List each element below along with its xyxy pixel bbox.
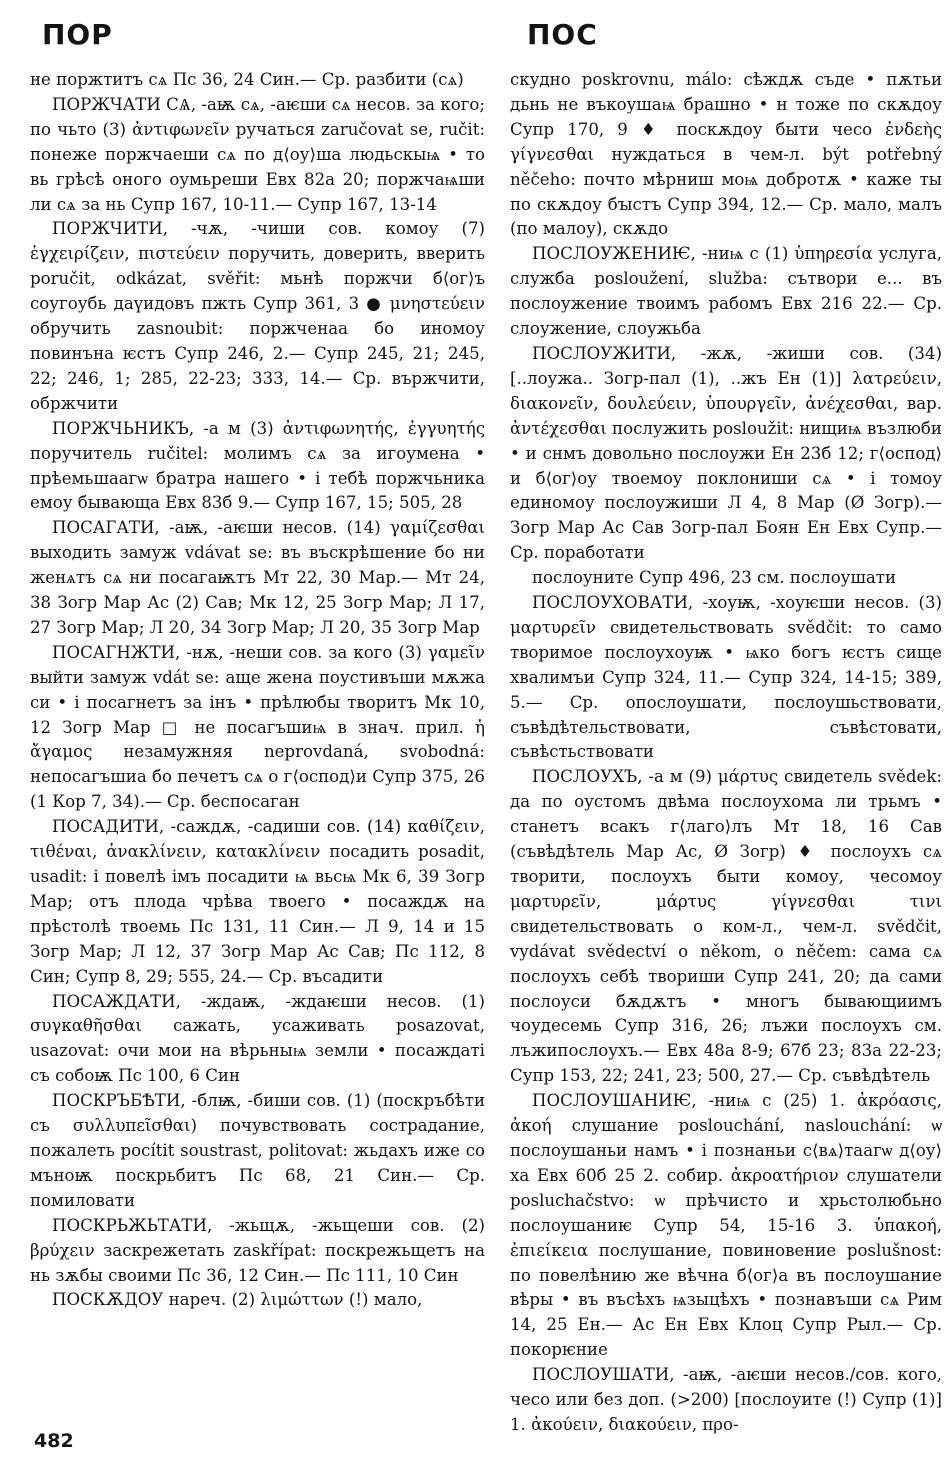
dictionary-entry: ПОСАДИТИ, -саждѫ, -садиши сов. (14) καθίζειν, τιθέναι, ἀνακλίνειν, κατακλίνειν посадить posadit, usadit: і повелѣ імъ посадити ѩ вьсѩ Мк 6, 39 Зогр Мар; отъ плода чрѣва твоего • посаждѫ на прѣстолѣ твоемь Пс 131, 11 Син.— Л 9, 14 и 15 Зогр Мар; Л 12, 37 Зогр Мар Ас Сав; Пс 112, 8 Син; Супр 8, 29; 555, 24.— Ср. въсадити: [30, 817, 485, 986]
right-guide-word: ПОС: [527, 18, 598, 51]
dictionary-entry: ПОРЖЧЬНИКЪ, -а м (3) ἀντιφωνητής, ἐγγυητής поручитель ručitel: молимъ сѧ за игоумена • прѣемьшаагѡ братра нашего • і тебѣ поржчьника емоу бывающа Евх 83б 9.— Супр 167, 15; 505, 28: [30, 418, 485, 513]
dictionary-entry: ПОРЖЧИТИ, -чѫ, -чиши сов. комоу (7) ἐγχειρίζειν, πιστεύειν поручить, доверить, вверить poručit, odkázat, svěřit: мьнѣ поржчи б⟨ог⟩ъ соугоубь даүидовъ пжть Супр 361, 3 ● μνηστεύειν обручить zasnoubit: поржченаа бо иномоу повинъна ѥстъ Супр 246, 2.— Супр 245, 21; 245, 22; 246, 1; 285, 22-23; 333, 14.— Ср. вържчити, обржчити: [30, 219, 485, 413]
page-header: [0, 18, 950, 58]
dictionary-entry: ПОСЛОУЖИТИ, -жѫ, -жиши сов. (34) [..лоужа.. Зогр-пал (1), ..жъ Ен (1)] λατρεύειν, διακονεῖν, δουλεύειν, ὑπουργεῖν, ἀνέχεσθαι, вар. ἀντέχεσθαι послужить posloužit: нищиѩ възлюби • и снмъ довольно послоужи Ен 23б 12; г⟨оспод⟩и б⟨ог⟩оу твоемоу поклониши сѧ • і томоу единомоу послоужиши Л 4, 8 Мар (Ø Зогр).— Зогр Мар Ас Сав Зогр-пал Боян Ен Евх Супр.— Ср. поработати: [510, 343, 942, 563]
dictionary-entry: скудно poskrovnu, málo: сѣждѫ съде • пѫтьи дьнь не въкоушаѩ брашно • н тоже по скѫдоу Супр 170, 9 ♦ поскѫдоу быти чесо ἐνδεὴς γίγνεσθαι нуждаться в чем-л. být potřebný něčeho: почто мѣрниш моѩ добротѫ • каже ты по скѫдоу бꙑстъ Супр 394, 12.— Ср. мало, малъ (по малоу), скѫдо: [510, 70, 942, 239]
left-column: [30, 68, 485, 1313]
dictionary-entry: ПОСЛОУЖЕНИѤ, -ниѩ с (1) ὑπηρεσία услуга, служба posloužení, služba: сътвори е... въ послоужение твоимъ рабомъ Евх 216 22.— Ср. слоужение, слоужьба: [510, 244, 942, 339]
dictionary-entry: не поржтитъ сѧ Пс 36, 24 Син.— Ср. разбити (сѧ): [30, 70, 464, 89]
dictionary-entry: ПОРЖЧАТИ СѦ, -аѭ сѧ, -аѥши сѧ несов. за кого; по чьто (3) ἀντιφωνεῖν ручаться zaručovat se, ručit: понеже поржчаеши сѧ по д⟨оу⟩ша людьскыѩ • то вь грѣсѣ оного оумьреши Евх 82а 20; поржчаѩши ли сѧ за нь Супр 167, 10-11.— Супр 167, 13-14: [30, 94, 485, 214]
page-number: 482: [34, 1430, 74, 1452]
dictionary-entry: ПОСКРЪБѢТИ, -блѭ, -биши сов. (1) (поскръбѣти съ συλλυπεῖσθαι) почувствовать сострадание, пожалеть pocítit soustrast, politovat: жьдахъ иже со мъноѭ поскрьбитъ Пс 68, 21 Син.— Ср. помиловати: [30, 1091, 485, 1210]
right-column: [510, 68, 942, 1438]
dictionary-entry: ПОСЛОУХЪ, -а м (9) μάρτυς свидетель svědek: да по оустомъ двѣма послоухома ли трьмъ • станетъ всакъ г⟨лаго⟩лъ Мт 18, 16 Сав (съвѣдѣтель Мар Ас, Ø Зогр) ♦ послоухъ сѧ творити, послоухъ быти комоу, чесомоу μαρτυρεῖν, μάρτυς γίγνεσθαι τινι свидетельствовать о ком-л., чем-л. svědčit, vydávat svědectví o někom, o něčem: сама сѧ послоухъ себѣ твориши Супр 241, 20; да сами послоуси бѫдѫтъ • многъ бывающиимъ чоудесемь Супр 316, 26; лъжи послоухъ см. лъжипослоухъ.— Евх 48а 8-9; 67б 23; 83а 22-23; Супр 153, 22; 241, 23; 500, 27.— Ср. съвѣдѣтель: [510, 767, 942, 1086]
dictionary-entry: ПОСАЖДАТИ, -ждаѭ, -ждаѥши несов. (1) συγκαθῆσθαι сажать, усаживать posazovat, usazovat: очи мои на вѣрьныѩ земли • посаждаті съ собоѭ Пс 100, 6 Син: [30, 991, 485, 1086]
dictionary-entry: ПОСЛОУШАТИ, -аѭ, -аѥши несов./сов. кого, чесо или без доп. (>200) [послоуите (!) Супр (1)] 1. ἀκούειν, διακούειν, προ-: [510, 1365, 942, 1434]
dictionary-entry: ПОСАГНЖТИ, -нѫ, -неши сов. за кого (3) γαμεῖν выйти замуж vdát se: аще жена поустивъши мѫжа си • і посагнетъ за інъ • прѣлюбы творитъ Мк 10, 12 Зогр Мар □ не посагъшиѩ в знач. прил. ἡ ἄγαμος незамужняя neprovdaná, svobodná: непосагъшиа бо печетъ сѧ о г⟨оспод⟩и Супр 375, 26 (1 Кор 7, 34).— Ср. беспосаган: [30, 642, 485, 812]
dictionary-entry: ПОСЛОУХОВАТИ, -хоуѭ, -хоуѥши несов. (3) μαρτυρεῖν свидетельствовать svědčit: то само творимое послоухоуѭ • ѩко богъ ѥстъ сище хвалимъи Супр 324, 11.— Супр 324, 14-15; 389, 5.— Ср. опослоушати, послоушьствовати, съвѣдѣтельствовати, съвѣстовати, съвѣстьствовати: [510, 593, 942, 762]
dictionary-entry: ПОСЛОУШАНИѤ, -ниѩ с (25) 1. ἀκρόασις, ἀκοή слушание poslouchání, naslouchání: ѡ послоушаньи намъ • і познаньи с⟨вѧ⟩таагѡ д⟨оу⟩ха Евх 60б 25 2. собир. ἀκροατήριον слушатели posluchačstvo: ѡ прѣчисто и хрьстолюбьно послоушаниѥ Супр 54, 15-16 3. ὑπακοή, ἐπιείκεια послушание, повиновение poslušnost: по повелѣнию же вѣчна б⟨ог⟩а въ послоушание вѣры • въ въсѣхъ ѩзыцѣхъ • познавъши сѧ Рим 14, 25 Ен.— Ас Ен Евх Клоц Супр Рыл.— Ср. покорѥние: [510, 1091, 942, 1360]
left-guide-word: ПОР: [42, 18, 113, 51]
dictionary-entry: ПОСАГАТИ, -аѭ, -аѥши несов. (14) γαμίζεσθαι выходить замуж vdávat se: въ въскрѣшение бо ни женѧтъ сѧ ни посагаѭтъ Мт 22, 30 Мар.— Мт 24, 38 Зогр Мар Ас (2) Сав; Мк 12, 25 Зогр Мар; Л 17, 27 Зогр Мар; Л 20, 34 Зогр Мар; Л 20, 35 Зогр Мар: [30, 518, 485, 637]
dictionary-entry: ПОСКѪДОУ нареч. (2) λιμώττων (!) мало,: [52, 1290, 423, 1310]
dictionary-entry: послоуните Супр 496, 23 см. послоушати: [532, 568, 897, 588]
dictionary-entry: ПОСКРЬЖЬТАТИ, -жьщѫ, -жьщеши сов. (2) βρύχειν заскрежетать zaskřípat: поскрежьщетъ на нь зѫбы своими Пс 36, 12 Син.— Пс 111, 10 Син: [30, 1215, 485, 1285]
